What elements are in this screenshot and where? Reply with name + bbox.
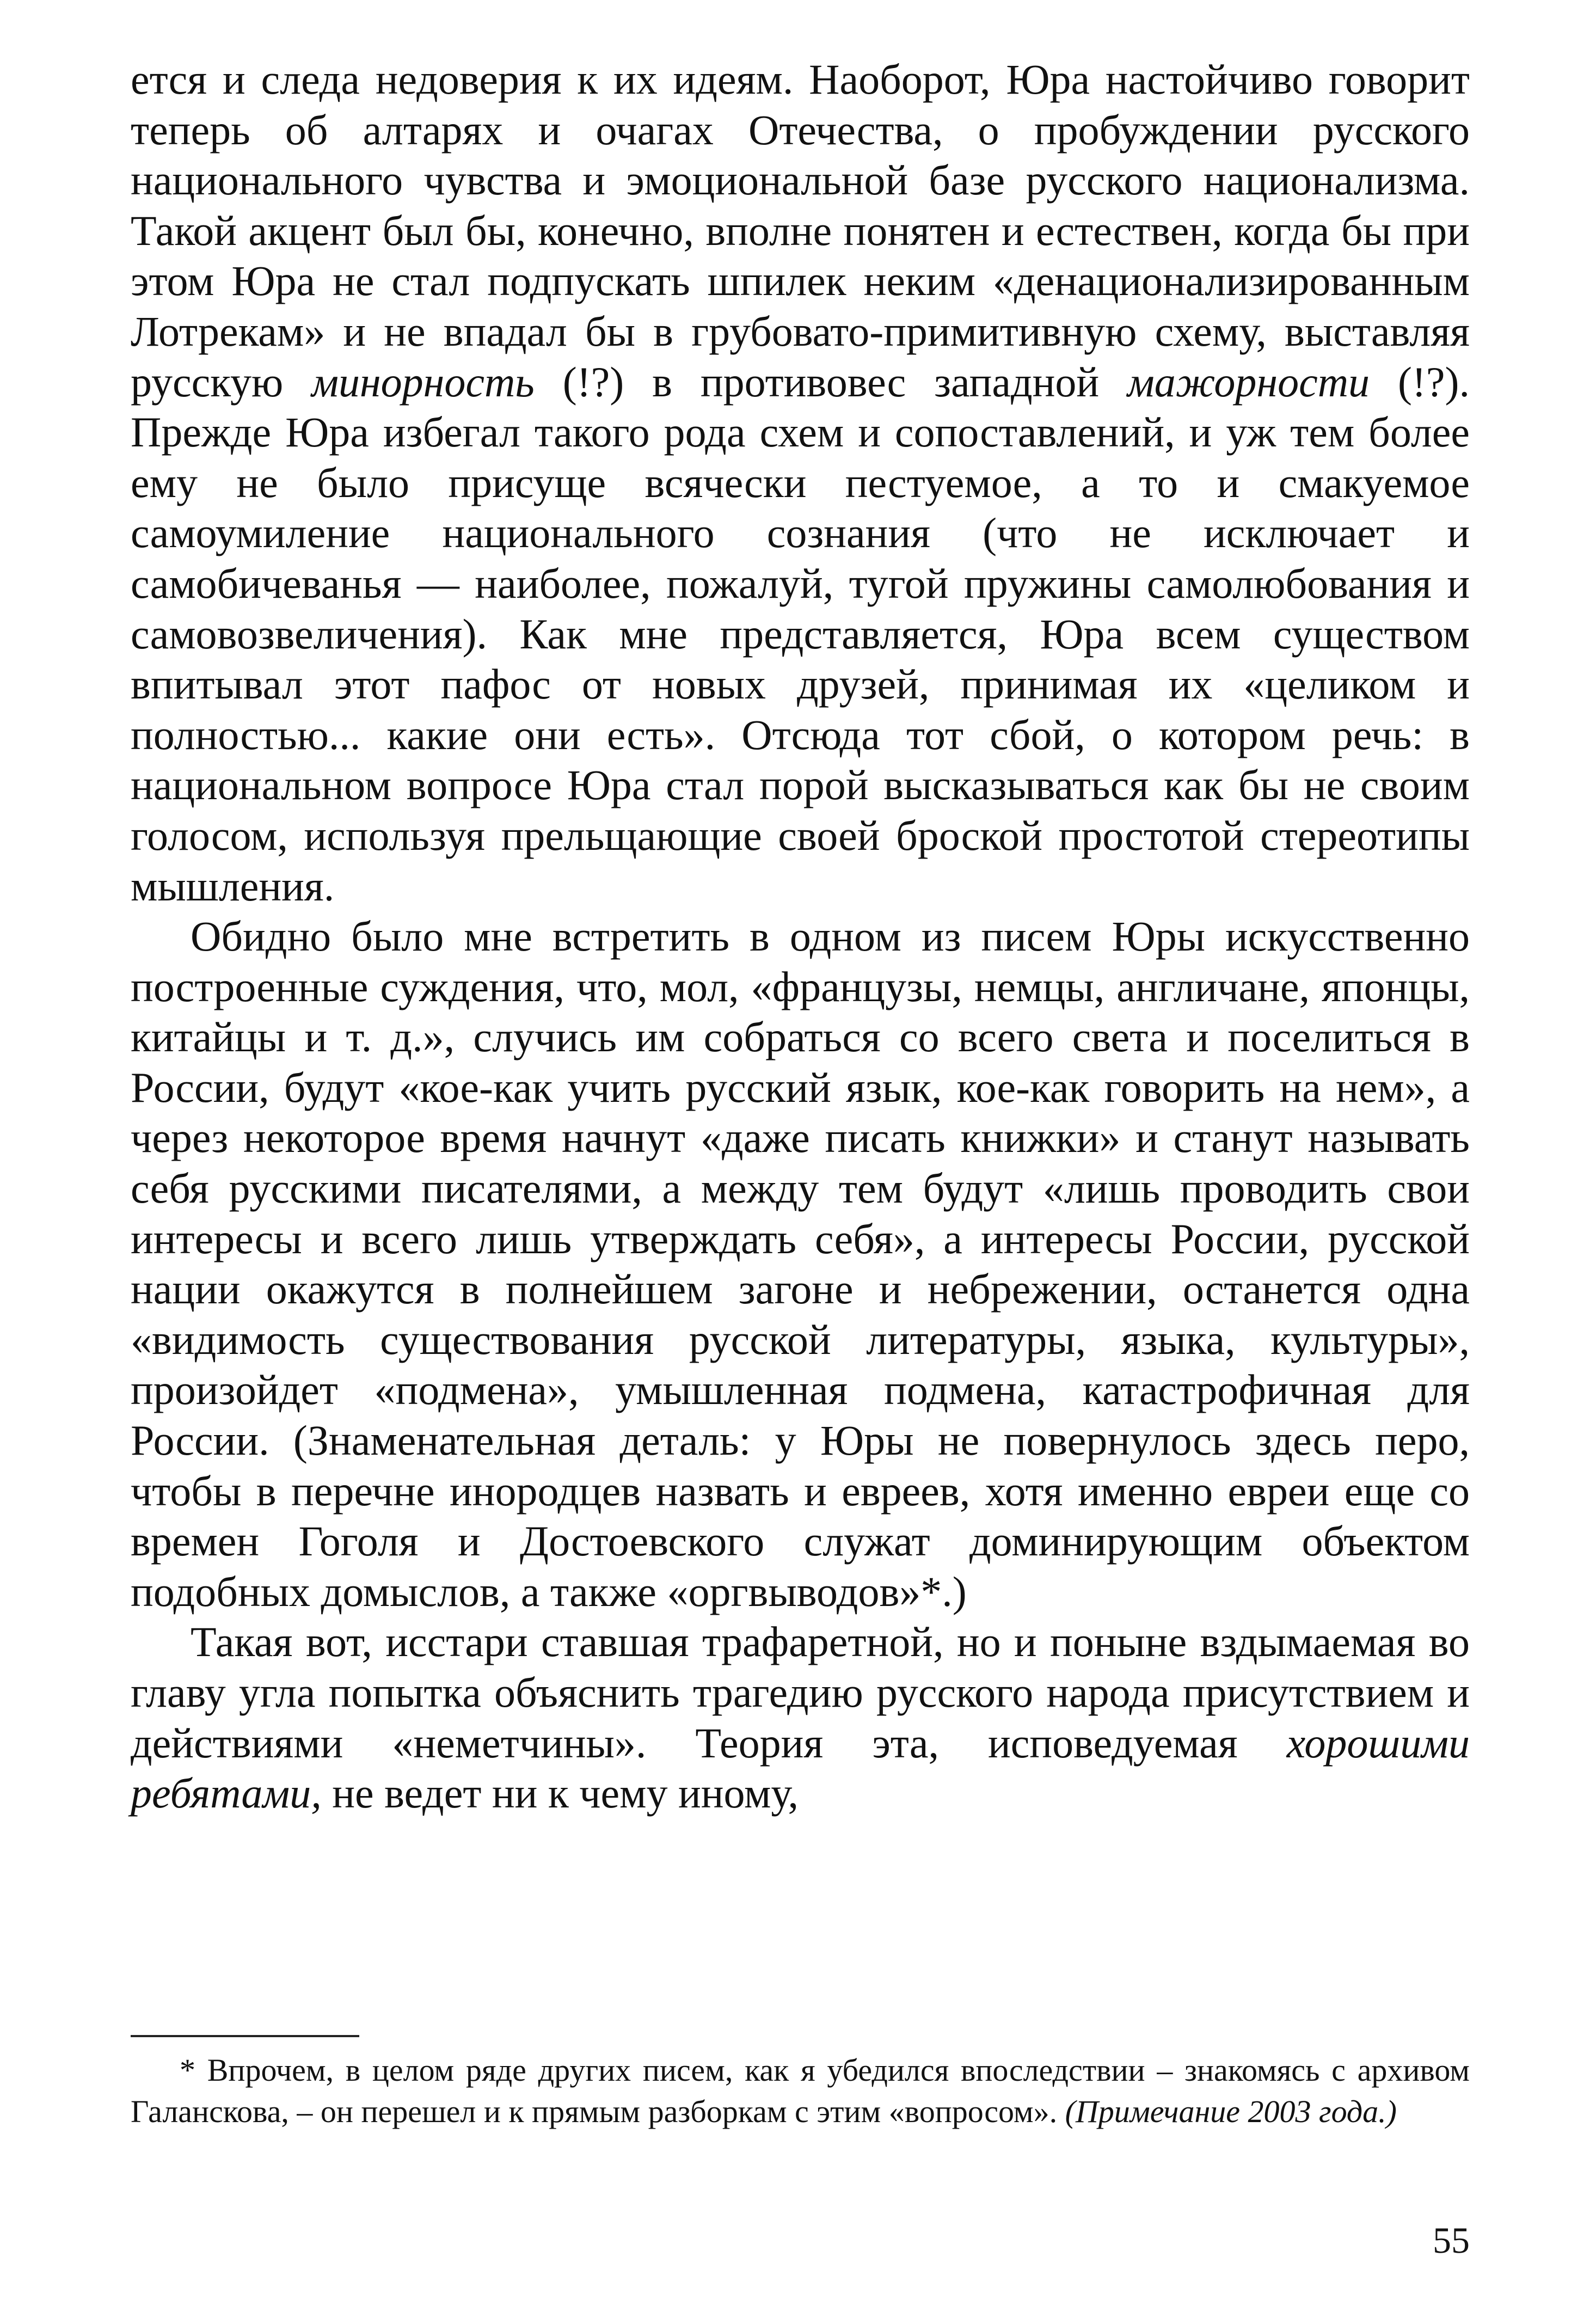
main-text — [131, 54, 1470, 1819]
page-body — [131, 54, 1470, 1819]
paragraph-1-part-c: (!?). Прежде Юра избегал такого рода схем и сопоставлений, и уж тем более ему не было присуще всячески пестуемое, а то и смакуемое самоумиление национального сознания (что не исключает и самобичеванья — наиболее, пожалуй, тугой пружины самолюбования и самовозвеличения). Как мне представляется, Юра всем существом впитывал этот пафос от новых друзей, принимая их «целиком и полностью... какие они есть». Отсюда тот сбой, о котором речь: в национальном вопросе Юра стал порой высказываться как бы не своим голосом, используя прельщающие своей броской простотой стереотипы мышления. — [131, 358, 1470, 910]
page-number: 55 — [1433, 2220, 1470, 2261]
emphasis-khoroshimi-rebyatami: хорошими ребятами, — [131, 1719, 1470, 1817]
paragraph-1 — [131, 54, 1470, 911]
paragraph-1-part-a: ется и следа недоверия к их идеям. Наоборот, Юра настойчиво говорит теперь об алтарях и очагах Отечества, о пробуждении русского национального чувства и эмоциональной базе русского национализма. Такой акцент был бы, конечно, вполне понятен и естествен, когда бы при этом Юра не стал подпускать шпилек неким «денационализированным Лотрекам» и не впадал бы в грубовато-примитивную схему, выставляя русскую — [131, 56, 1470, 406]
paragraph-1-part-b: (!?) в противовес западной — [534, 358, 1128, 406]
footnote-divider — [131, 2035, 359, 2037]
footnote — [131, 2050, 1470, 2132]
paragraph-2: Обидно было мне встретить в одном из писем Юры искусственно построенные суждения, что, мол, «французы, немцы, англичане, японцы, китайцы и т. д.», случись им собраться со всего света и поселиться в России, будут «кое-как учить русский язык, кое-как говорить на нем», а через некоторое время начнут «даже писать книжки» и станут называть себя русскими писателями, а между тем будут «лишь проводить свои интересы и всего лишь утверждать себя», а интересы России, русской нации окажутся в полнейшем загоне и небрежении, останется одна «видимость существования русской литературы, языка, культуры», произойдет «подмена», умышленная подмена, катастрофичная для России. (Знаменательная деталь: у Юры не повернулось здесь перо, чтобы в перечне инородцев назвать и евреев, хотя именно евреи еще со времен Гоголя и Достоевского служат доминирующим объектом подобных домыслов, а также «оргвыводов»*.) — [131, 912, 1470, 1615]
paragraph-3-part-a: Такая вот, исстари ставшая трафаретной, но и поныне вздымаемая во главу угла попытка объяснить трагедию русского народа присутствием и действиями «неметчины». Теория эта, исповедуемая — [131, 1618, 1470, 1767]
emphasis-minornost: минорность — [311, 358, 535, 406]
paragraph-3-part-b: не ведет ни к чему иному, — [321, 1769, 799, 1817]
footnote-note: (Примечание 2003 года.) — [1065, 2094, 1397, 2129]
paragraph-3 — [131, 1617, 1470, 1818]
footnote-text: * Впрочем, в целом ряде других писем, как я убедился впоследствии – знакомясь с архивом Галанскова, – он перешел и к прямым разборкам с этим «вопросом». — [131, 2052, 1470, 2129]
emphasis-mazhornosti: мажорности — [1127, 358, 1370, 406]
